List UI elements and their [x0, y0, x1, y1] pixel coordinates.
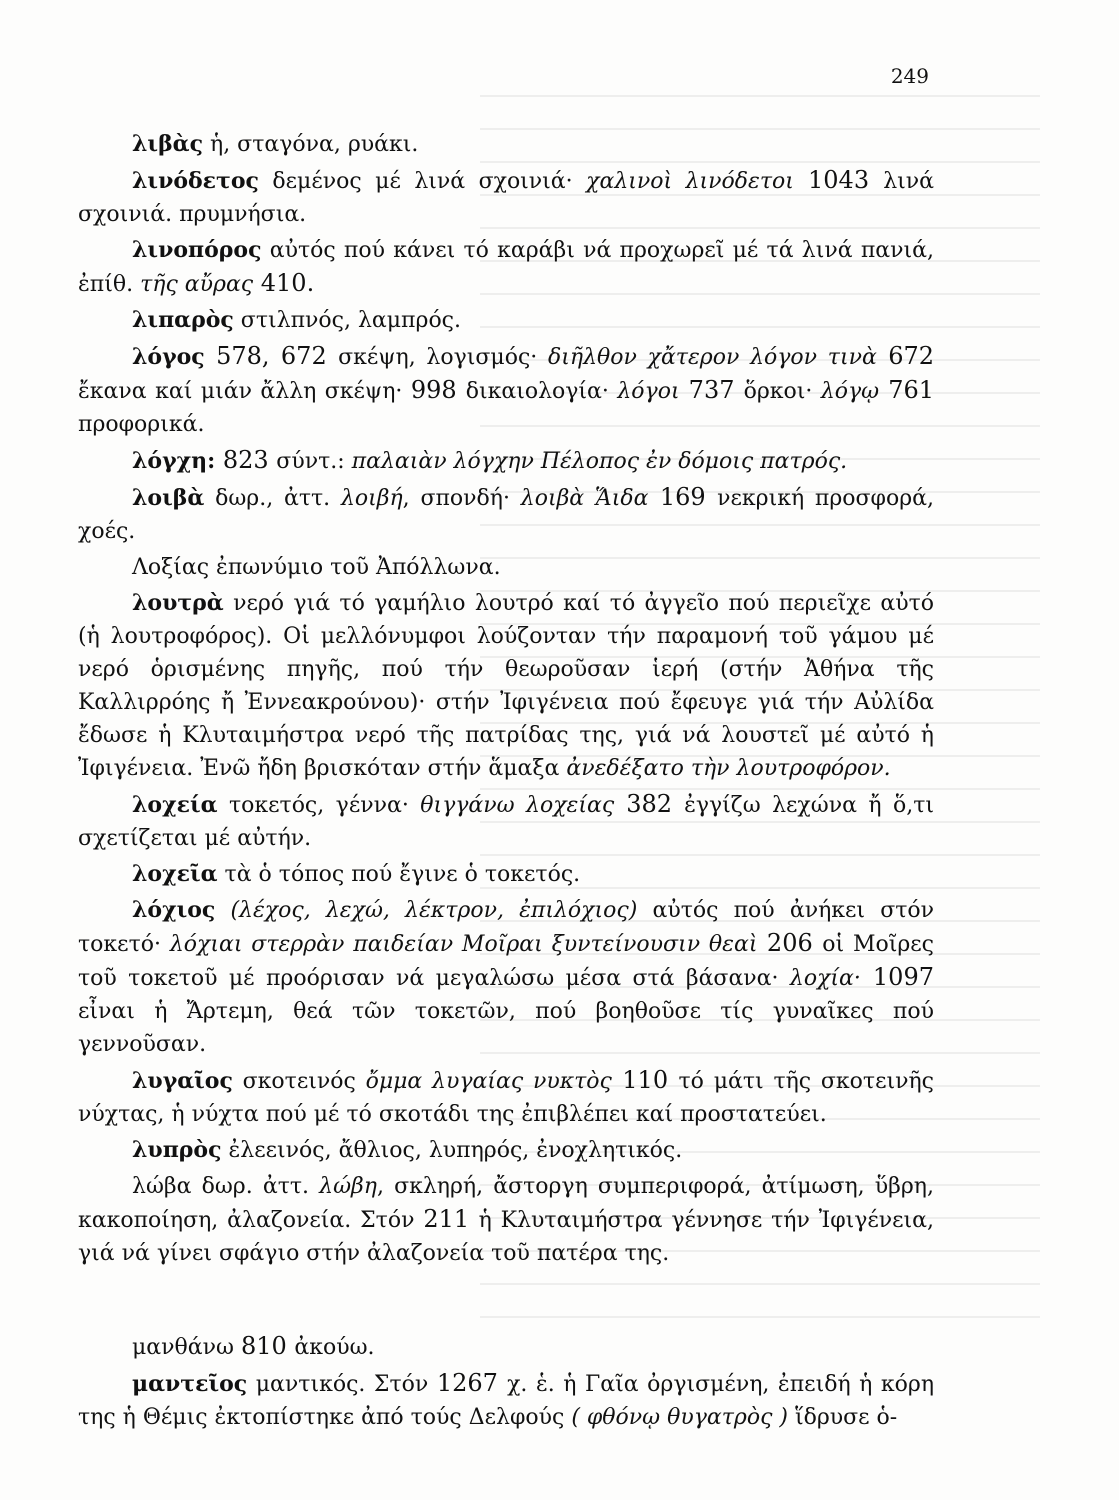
definition-text: αὐτός πού ἀνήκει στόν τοκετό· [78, 898, 935, 957]
definition-text: νεκρική προσφορά, χοές. [78, 486, 934, 544]
headword: λοχεῖα [132, 861, 218, 887]
headword: λοχεία [132, 792, 218, 818]
headword: λινόδετος [132, 168, 259, 194]
greek-quotation: θιγγάνω λοχείας [420, 793, 615, 818]
definition-text: στιλπνός, λαμπρός. [233, 308, 461, 333]
glossary-entry [78, 128, 934, 161]
definition-text: χ. ἑ. ἡ Γαῖα ὀργισμένη, ἐπειδή ἡ κόρη της ἡ Θέμις ἐκτοπίστηκε ἀπό τούς Δελφούς [78, 1372, 934, 1430]
definition-text: λώβα δωρ. ἀττ. [132, 1174, 320, 1199]
greek-quotation: λώβη [319, 1174, 377, 1199]
glossary-entry [78, 788, 934, 855]
greek-quotation: ὄμμα λυγαίας νυκτὸς [365, 1069, 612, 1094]
glossary-entry [78, 340, 934, 441]
glossary-entry [78, 444, 934, 478]
definition-text: ἐλεεινός, ἄθλιος, λυπηρός, ἐνοχλητικός. [221, 1138, 683, 1163]
headword: λυγαῖος [132, 1068, 233, 1094]
greek-quotation: τῆς αὔρας [140, 272, 254, 297]
verse-number: 206 [757, 929, 823, 957]
glossary-entry [78, 1367, 934, 1434]
definition-text: δωρ., ἀττ. [204, 486, 341, 511]
verse-number: 410. [253, 269, 315, 297]
definition-text: ἡ, σταγόνα, ρυάκι. [203, 132, 419, 157]
headword: λόγχη: [132, 448, 216, 474]
greek-quotation: λόγοι [617, 379, 680, 404]
definition-text: ἔκανα καί μιάν ἄλλη σκέψη· [78, 379, 411, 404]
greek-quotation: λόχιαι στερρὰν παιδείαν Μοῖραι ξυντείνουσιν θεαὶ [169, 932, 758, 957]
verse-number: 1043 [793, 166, 884, 194]
verse-number: 1097 [860, 963, 934, 991]
headword: λοιβὰ [132, 485, 205, 511]
glossary-entry [78, 164, 934, 231]
definition-text: αὐτός πού κάνει τό καράβι νά προχωρεῖ μέ τά λινά πανιά, ἐπίθ. [78, 238, 934, 297]
definition-text: σκοτεινός [232, 1069, 366, 1094]
glossary-entry [78, 1330, 934, 1364]
verse-number: 823 [215, 446, 277, 474]
headword: λόγος [132, 344, 205, 370]
definition-text [215, 898, 230, 923]
glossary-entry [78, 551, 934, 584]
glossary-entry [78, 304, 934, 337]
definition-text: ἐγγίζω λεχώνα ἤ ὅ,τι σχετίζεται μέ αὐτήν. [78, 793, 934, 851]
definition-text: ὅρκοι· [743, 379, 821, 404]
headword: λινοπόρος [132, 237, 262, 263]
definition-text: Λοξίας ἐπωνύμιο τοῦ Ἀπόλλωνα. [132, 555, 501, 580]
verse-number: 1267 [436, 1369, 508, 1397]
page-number: 249 [890, 64, 929, 88]
definition-text: δεμένος μέ λινά σχοινιά· [258, 169, 587, 194]
verse-number: 211 [423, 1205, 479, 1233]
greek-quotation: λοχία· [789, 966, 861, 991]
glossary-entry [78, 858, 934, 891]
verse-number: 737 [679, 376, 744, 404]
definition-text: οἱ Μοῖρες τοῦ τοκετοῦ μέ προόρισαν νά μεγαλώσω μέσα στά βάσανα· [78, 932, 935, 991]
greek-quotation: παλαιὰν λόγχην Πέλοπος ἐν δόμοις πατρός. [351, 449, 848, 474]
verse-number: 998 [410, 376, 466, 404]
definition-text: προφορικά. [78, 412, 205, 437]
headword: μαντεῖος [132, 1371, 248, 1397]
definition-text: ἡ Κλυταιμήστρα γέννησε τήν Ἰφιγένεια, γιά νά γίνει σφάγιο στήν ἀλαζονεία τοῦ πατέρα της. [78, 1208, 935, 1266]
headword: λυπρὸς [132, 1137, 222, 1163]
definition-text: δικαιολογία· [465, 379, 618, 404]
glossary-entry [78, 481, 934, 548]
verse-number: 810 [240, 1332, 295, 1360]
headword: λουτρὰ [132, 590, 224, 616]
greek-quotation: (λέχος, λεχώ, λέκτρον, ἐπιλόχιος) [230, 898, 638, 923]
verse-number: 169 [648, 483, 718, 511]
greek-quotation: λοιβή [340, 486, 403, 511]
glossary-entry [78, 894, 934, 1061]
verse-number: 110 [611, 1066, 679, 1094]
glossary-entry [78, 587, 934, 785]
glossary-entry [78, 1064, 934, 1131]
greek-quotation: διῆλθον χἄτερον λόγον τινὰ [548, 345, 877, 370]
definition-text: νερό γιά τό γαμήλιο λουτρό καί τό ἀγγεῖο πού περιεῖχε αὐτό (ἡ λουτροφόρος). Οἱ μελλόνυμφοι λούζονταν τήν παραμονή τοῦ γάμου μέ νερό ὁρισμένης πηγῆς, πού τήν θεωροῦσαν ἱερή (στήν Ἀθήνα τῆς Καλλιρρόης ἤ Ἐννεακρούνου)· στήν Ἰφιγένεια πού ἔφευγε γιά τήν Αὐλίδα ἔδωσε ἡ Κλυταιμήστρα νερό τῆς πατρίδας της, γιά νά λουστεῖ μέ αὐτό ἡ Ἰφιγένεια. Ἐνῶ ἤδη βρισκόταν στήν ἅμαξα [78, 591, 934, 781]
greek-quotation: ἀνεδέξατο τὴν λουτροφόρον. [566, 756, 891, 781]
definition-text: μαντικός. Στόν [247, 1372, 437, 1397]
definition-text: τό μάτι τῆς σκοτεινῆς νύχτας, ἡ νύχτα πού μέ τό σκοτάδι της ἐπιβλέπει καί προστατεύει. [78, 1069, 934, 1127]
greek-quotation: λοιβὰ Ἅιδα [520, 486, 649, 511]
definition-text: τοκετός, γέννα· [217, 793, 421, 818]
definition-text: τὰ ὁ τόπος πού ἔγινε ὁ τοκετός. [217, 862, 581, 887]
definition-text: σκέψη, λογισμός· [338, 345, 549, 370]
headword: λιβὰς [132, 131, 204, 157]
definition-text: , σπονδή· [402, 486, 521, 511]
definition-text: ἵδρυσε ὁ- [787, 1405, 898, 1430]
greek-quotation: ( φθόνῳ θυγατρὸς ) [571, 1405, 788, 1430]
glossary-entry [78, 1170, 934, 1270]
glossary-entry [78, 1134, 934, 1167]
headword: λόχιος [132, 897, 216, 923]
definition-text: σύντ.: [276, 449, 352, 474]
verse-number: 761 [879, 376, 935, 404]
definition-text: λινά σχοινιά. πρυμνήσια. [78, 169, 935, 227]
verse-number: 382 [614, 790, 685, 818]
definition-text: μανθάνω [132, 1335, 241, 1360]
headword: λιπαρὸς [132, 307, 234, 333]
verse-number: 578, 672 [204, 342, 339, 370]
verse-number: 672 [876, 342, 934, 370]
definition-text: ἀκούω. [294, 1335, 375, 1360]
definition-text: εἶναι ἡ Ἄρτεμη, θεά τῶν τοκετῶν, πού βοηθοῦσε τίς γυναῖκες πού γεννοῦσαν. [78, 999, 934, 1057]
glossary-entries [78, 128, 934, 1437]
greek-quotation: χαλινοὶ λινόδετοι [586, 169, 794, 194]
definition-text: , σκληρή, ἄστοργη συμπεριφορά, ἀτίμωση, ὕβρη, κακοποίηση, ἀλαζονεία. Στόν [78, 1174, 934, 1233]
glossary-entry [78, 234, 934, 301]
greek-quotation: λόγῳ [820, 379, 880, 404]
